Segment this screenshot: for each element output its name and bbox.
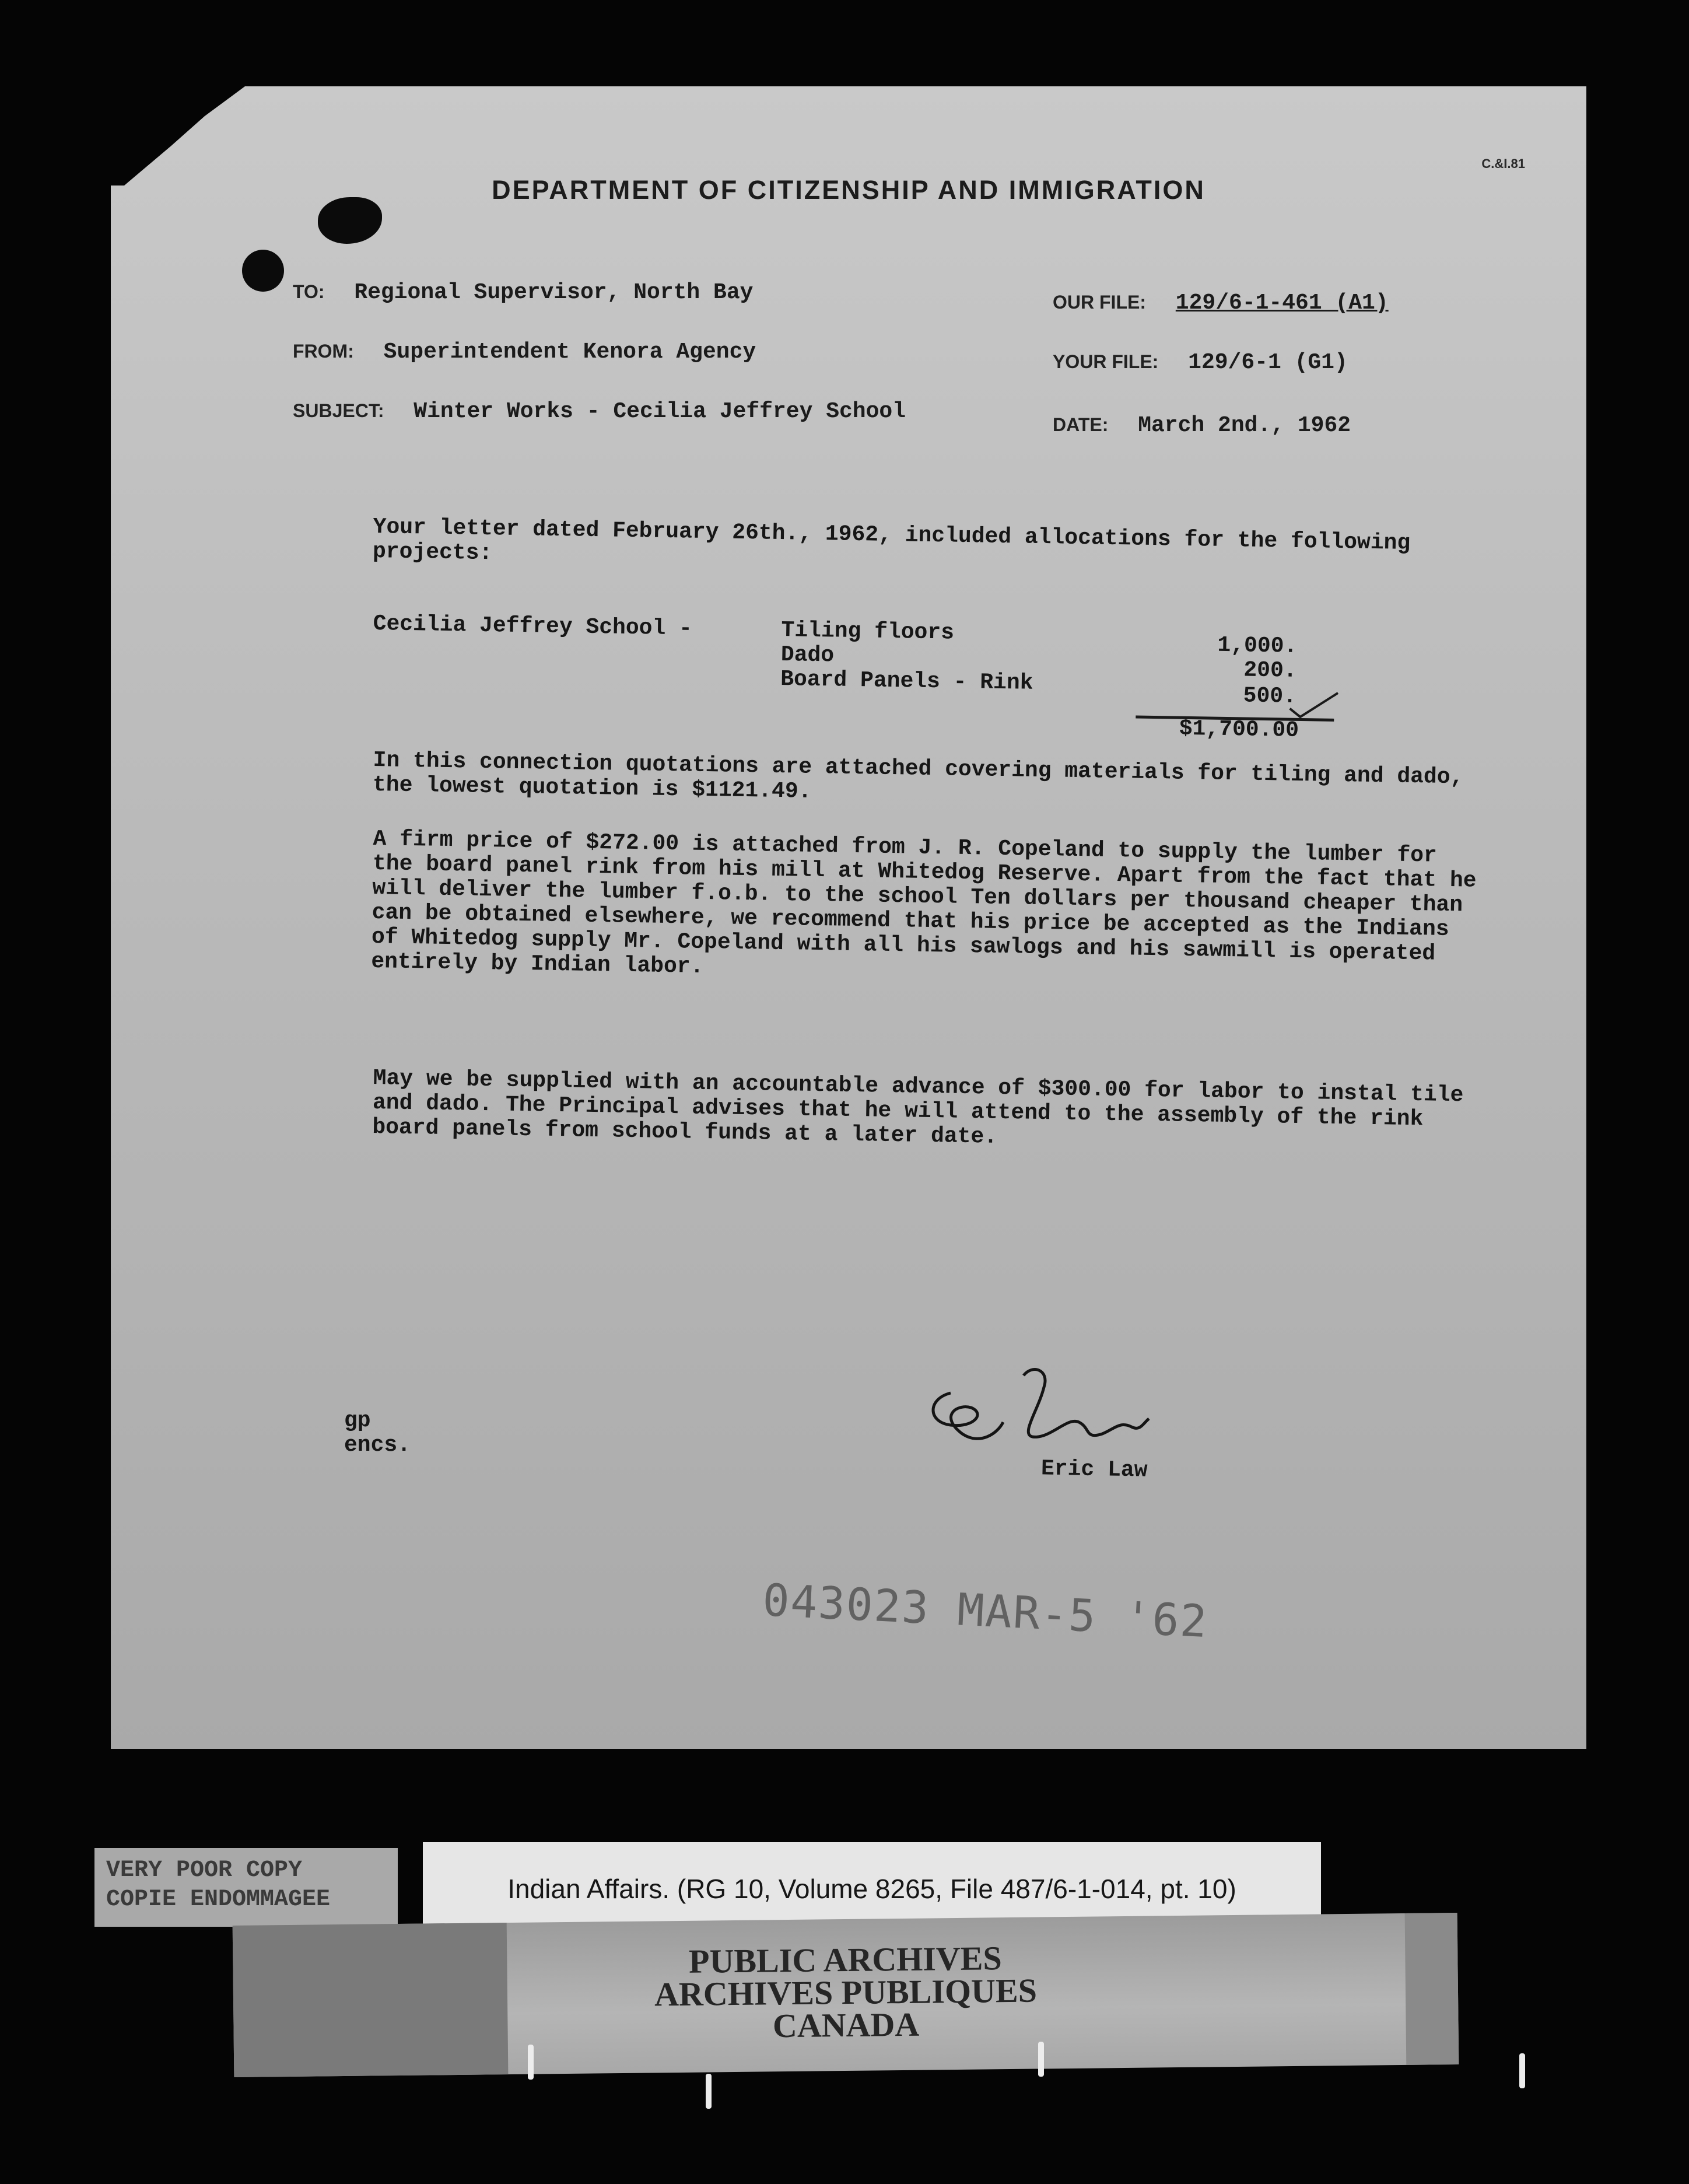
to-label: TO: xyxy=(293,281,325,302)
typist-initials: gp xyxy=(344,1408,371,1433)
signatory-name: Eric Law xyxy=(1040,1456,1148,1483)
allocation-item-amount: 1,000. xyxy=(1217,632,1298,659)
archives-country: CANADA xyxy=(772,2005,920,2045)
from-value: Superintendent Kenora Agency xyxy=(383,340,756,365)
archives-english: PUBLIC ARCHIVES xyxy=(688,1939,1003,1980)
subject-value: Winter Works - Cecilia Jeffrey School xyxy=(414,399,906,424)
form-code: C.&I.81 xyxy=(1481,156,1525,171)
handwritten-signature xyxy=(916,1358,1161,1457)
paragraph-advance: May we be supplied with an accountable advance of $300.00 for labor to instal tile and dado. The Principal advises that he will attend to the assembly of the rink board panels from school funds at a later date. xyxy=(372,1066,1464,1150)
subject-label: SUBJECT: xyxy=(293,400,384,421)
our-file-line xyxy=(1053,290,1389,316)
allocation-item-label: Board Panels - Rink xyxy=(780,666,1033,696)
your-file-value: 129/6-1 (G1) xyxy=(1188,350,1348,375)
allocations-table xyxy=(372,611,1481,746)
signature-block xyxy=(916,1358,1161,1492)
poor-copy-french: COPIE ENDOMMAGEE xyxy=(106,1887,331,1913)
archive-reference-label: Indian Affairs. (RG 10, Volume 8265, File 487/6-1-014, pt. 10) xyxy=(423,1842,1321,1936)
pin-mark xyxy=(706,2074,712,2109)
our-file-value: 129/6-1-461 (A1) xyxy=(1175,290,1389,316)
public-archives-label xyxy=(233,1913,1459,2077)
punch-hole xyxy=(242,250,284,292)
allocation-item-amount: 200. xyxy=(1243,657,1297,684)
allocation-school: Cecilia Jeffrey School - xyxy=(373,611,693,642)
from-line xyxy=(293,340,756,365)
intro-paragraph: Your letter dated February 26th., 1962, included allocations for the following projects: xyxy=(372,514,1411,566)
your-file-label: YOUR FILE: xyxy=(1053,351,1159,372)
pin-mark xyxy=(1519,2053,1525,2088)
pin-mark xyxy=(528,2045,534,2080)
allocation-item-label: Tiling floors xyxy=(781,617,955,646)
allocation-total: $1,700.00 xyxy=(1179,716,1299,743)
paragraph-lumber: A firm price of $272.00 is attached from J. R. Copeland to supply the lumber for the board panel rink from his mill at Whitedog Reserve. Apart from the fact that he will deliver the lumber f.o.b. to the school Ten dollars per thousand cheaper than can be obtained elsewhere, we recommend that his price be accepted as the Indians of Whitedog supply Mr. Copeland with all his sawlogs and his sawmill is operated entirely by Indian labor. xyxy=(371,827,1477,979)
allocation-item-amount: 500. xyxy=(1243,683,1297,709)
our-file-label: OUR FILE: xyxy=(1053,292,1146,313)
paragraph-quotations: In this connection quotations are attached covering materials for tiling and dado, the lowest quotation is $1121.49. xyxy=(372,748,1464,804)
check-mark-icon xyxy=(1287,690,1340,720)
your-file-line xyxy=(1053,350,1348,375)
letter-page xyxy=(111,86,1586,1749)
received-stamp: 043023 MAR-5 '62 xyxy=(761,1574,1210,1648)
date-line xyxy=(1053,413,1351,438)
enclosures-note: encs. xyxy=(344,1433,411,1458)
department-heading: DEPARTMENT OF CITIZENSHIP AND IMMIGRATION xyxy=(492,175,1206,205)
to-value: Regional Supervisor, North Bay xyxy=(354,280,754,305)
subject-line xyxy=(293,399,906,424)
allocation-item-label: Dado xyxy=(780,642,835,668)
pin-mark xyxy=(1038,2042,1044,2077)
poor-copy-label xyxy=(94,1848,398,1927)
torn-corner xyxy=(111,86,245,186)
from-label: FROM: xyxy=(293,341,354,362)
poor-copy-english: VERY POOR COPY xyxy=(106,1857,303,1884)
archives-french: ARCHIVES PUBLIQUES xyxy=(654,1971,1038,2014)
date-value: March 2nd., 1962 xyxy=(1138,413,1351,438)
date-label: DATE: xyxy=(1053,414,1109,435)
to-line xyxy=(293,280,753,305)
archives-text xyxy=(233,1937,1459,2048)
